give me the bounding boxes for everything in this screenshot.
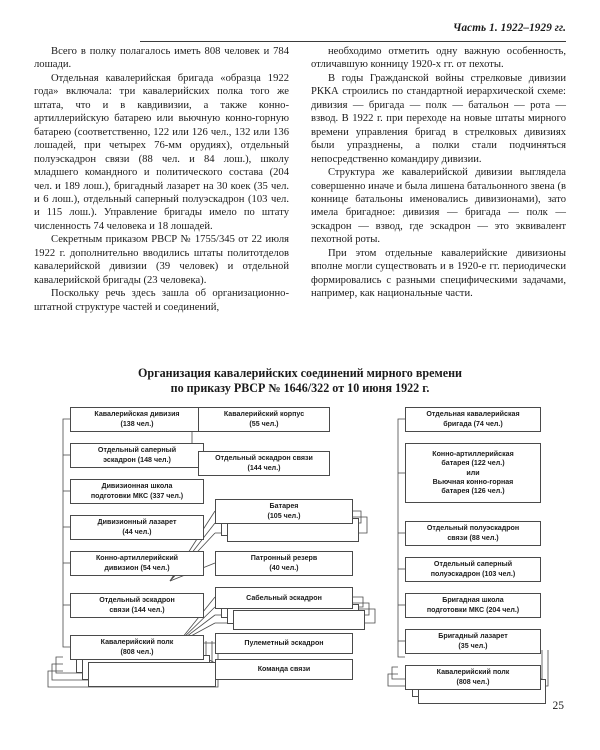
paragraph: необходимо отметить одну важную особенность, отличавшую конницу 1920-х гг. от пехоты. xyxy=(311,46,566,71)
node-line: Бригадный лазарет xyxy=(438,632,508,641)
node-machinegun-squadron[interactable] xyxy=(215,633,353,654)
node-line: (808 чел.) xyxy=(456,677,490,686)
figure-title xyxy=(30,366,570,395)
node-brigade-cavalry-regiment[interactable] xyxy=(405,665,541,690)
paragraph: Отдельная кавалерийская бригада «образца 1922 года» включала: три кавалерийских полка того же штата, что и в кавдивизии, а также конно-артиллерийскую батарею или вьючную конно-горную батарею (соответственно, 122 или 126 чел., 132 или 136 лошадей, при четырех 76-мм орудиях), отдельный полуэскадрон связи (88 чел. и 84 лош.), школу младшего командного и политического состава (204 чел. и 189 лош.), бригадный лазарет на 30 коек (35 чел. и 6 лош.), отдельный саперный полуэскадрон (103 чел. и 115 лош.). Управление бригады имело по штату численность 74 человека и 18 лошадей. xyxy=(34,72,289,232)
node-line: (138 чел.) xyxy=(120,419,154,428)
node-brigade-hospital[interactable] xyxy=(405,629,541,654)
node-line: Бригадная школа xyxy=(442,596,504,605)
node-cavalry-division[interactable] xyxy=(70,407,204,432)
body-columns xyxy=(34,45,566,314)
node-line: батарея (126 чел.) xyxy=(441,486,505,495)
node-line: Вьючная конно-горная xyxy=(432,477,514,486)
node-cavalry-corps[interactable] xyxy=(198,407,330,432)
node-line: (40 чел.) xyxy=(269,563,299,572)
node-line: эскадрон (148 чел.) xyxy=(103,455,171,464)
node-line: Батарея xyxy=(269,502,299,511)
org-chart-diagram xyxy=(30,405,570,705)
node-brigade-school[interactable] xyxy=(405,593,541,618)
node-line: (44 чел.) xyxy=(122,527,152,536)
node-line: Команда связи xyxy=(257,665,311,674)
node-brigade-battery[interactable] xyxy=(405,443,541,503)
node-line: связи (144 чел.) xyxy=(109,605,165,614)
node-line: (105 чел.) xyxy=(267,511,301,520)
node-line: Отдельный эскадрон связи xyxy=(215,454,313,463)
paragraph: Структура же кавалерийской дивизии выглядела совершенно иначе и была лишена батальонного звена (в коннице батальоны именовались дивизионами), зато имела бригадное: дивизия — бригада — полк — эскадрон — взвод, где эскадрон — это эквивалент пехотной роты. xyxy=(311,167,566,246)
node-line: Кавалерийский полк xyxy=(100,638,174,647)
node-line: Дивизионная школа xyxy=(101,482,173,491)
node-corps-signal-squadron[interactable] xyxy=(198,451,330,476)
node-line: Отдельный полуэскадрон xyxy=(426,524,520,533)
node-line: (55 чел.) xyxy=(249,419,279,428)
text-column-right xyxy=(311,45,566,314)
node-line: Конно-артиллерийская xyxy=(432,450,514,459)
node-line: Конно-артиллерийский xyxy=(95,554,179,563)
running-head xyxy=(34,22,566,44)
node-line: Сабельный эскадрон xyxy=(246,593,322,602)
node-division-school[interactable] xyxy=(70,479,204,504)
running-head-text: Часть 1. 1922–1929 гг. xyxy=(453,22,566,34)
paragraph: Поскольку речь здесь зашла об организационно-штатной структуре частей и соединений, xyxy=(34,288,289,313)
node-brigade-sapper-half-squadron[interactable] xyxy=(405,557,541,582)
node-line: Кавалерийский корпус xyxy=(223,410,305,419)
running-head-rule xyxy=(140,41,566,42)
node-battery[interactable] xyxy=(215,499,353,524)
node-line: Отдельный саперный xyxy=(433,560,513,569)
node-signal-team[interactable] xyxy=(215,659,353,680)
node-line: Отдельный саперный xyxy=(97,446,177,455)
node-horse-artillery-division[interactable] xyxy=(70,551,204,576)
paragraph: Секретным приказом РВСР № 1755/345 от 22 июля 1922 г. дополнительно вводились штаты политотделов кавалерийской дивизии (39 человек) и отдельной кавалерийской бригады (23 человека). xyxy=(34,234,289,286)
node-ammunition-reserve[interactable] xyxy=(215,551,353,576)
node-line: полуэскадрон (103 чел.) xyxy=(430,569,516,578)
node-line: (144 чел.) xyxy=(247,463,281,472)
node-line: связи (88 чел.) xyxy=(447,533,499,542)
node-line: батарея (122 чел.) xyxy=(441,459,505,468)
node-division-signal-squadron[interactable] xyxy=(70,593,204,618)
paragraph: При этом отдельные кавалерийские дивизионы вполне могли существовать и в 1920-е гг. периодически формировались с разными специфическими задачами, например, как национальные части. xyxy=(311,247,566,300)
node-line: Отдельный эскадрон xyxy=(99,596,175,605)
paragraph: В годы Гражданской войны стрелковые дивизии РККА строились по стандартной иерархической схеме: дивизия — бригада — полк — батальон — рота — взвод. В 1922 г. при переходе на новые штаты мирного времени управления бригад в стрелковых дивизиях были упразднены, а полки стали подчиняться непосредственно командиру дивизии. xyxy=(311,72,566,165)
node-line: дивизион (54 чел.) xyxy=(104,563,170,572)
node-line: (808 чел.) xyxy=(120,647,154,656)
node-line: подготовки МКС (337 чел.) xyxy=(90,491,184,500)
node-line: или xyxy=(466,468,480,477)
organization-figure xyxy=(30,366,570,696)
node-line: Дивизионный лазарет xyxy=(97,518,177,527)
page-number: 25 xyxy=(552,700,564,712)
paragraph: Всего в полку полагалось иметь 808 человек и 784 лошади. xyxy=(34,46,289,71)
node-line: Кавалерийская дивизия xyxy=(94,410,180,419)
regiment-stack-copy xyxy=(88,662,216,687)
node-line: Кавалерийский полк xyxy=(436,668,510,677)
figure-title-line-1: Организация кавалерийских соединений мирного времени xyxy=(137,366,463,380)
saber-stack-copy xyxy=(233,610,365,630)
node-division-cavalry-regiment[interactable] xyxy=(70,635,204,660)
node-line: Патронный резерв xyxy=(250,554,318,563)
node-line: Отдельная кавалерийская xyxy=(426,410,520,419)
text-column-left xyxy=(34,45,289,314)
node-division-hospital[interactable] xyxy=(70,515,204,540)
node-line: (35 чел.) xyxy=(458,641,488,650)
node-separate-cavalry-brigade[interactable] xyxy=(405,407,541,432)
node-brigade-signal-half-squadron[interactable] xyxy=(405,521,541,546)
node-line: подготовки МКС (204 чел.) xyxy=(426,605,520,614)
node-line: бригада (74 чел.) xyxy=(443,419,503,428)
node-line: Пулеметный эскадрон xyxy=(244,639,324,648)
node-saber-squadron[interactable] xyxy=(215,587,353,609)
node-division-sapper-squadron[interactable] xyxy=(70,443,204,468)
figure-title-line-2: по приказу РВСР № 1646/322 от 10 июня 1922 г. xyxy=(170,380,430,395)
